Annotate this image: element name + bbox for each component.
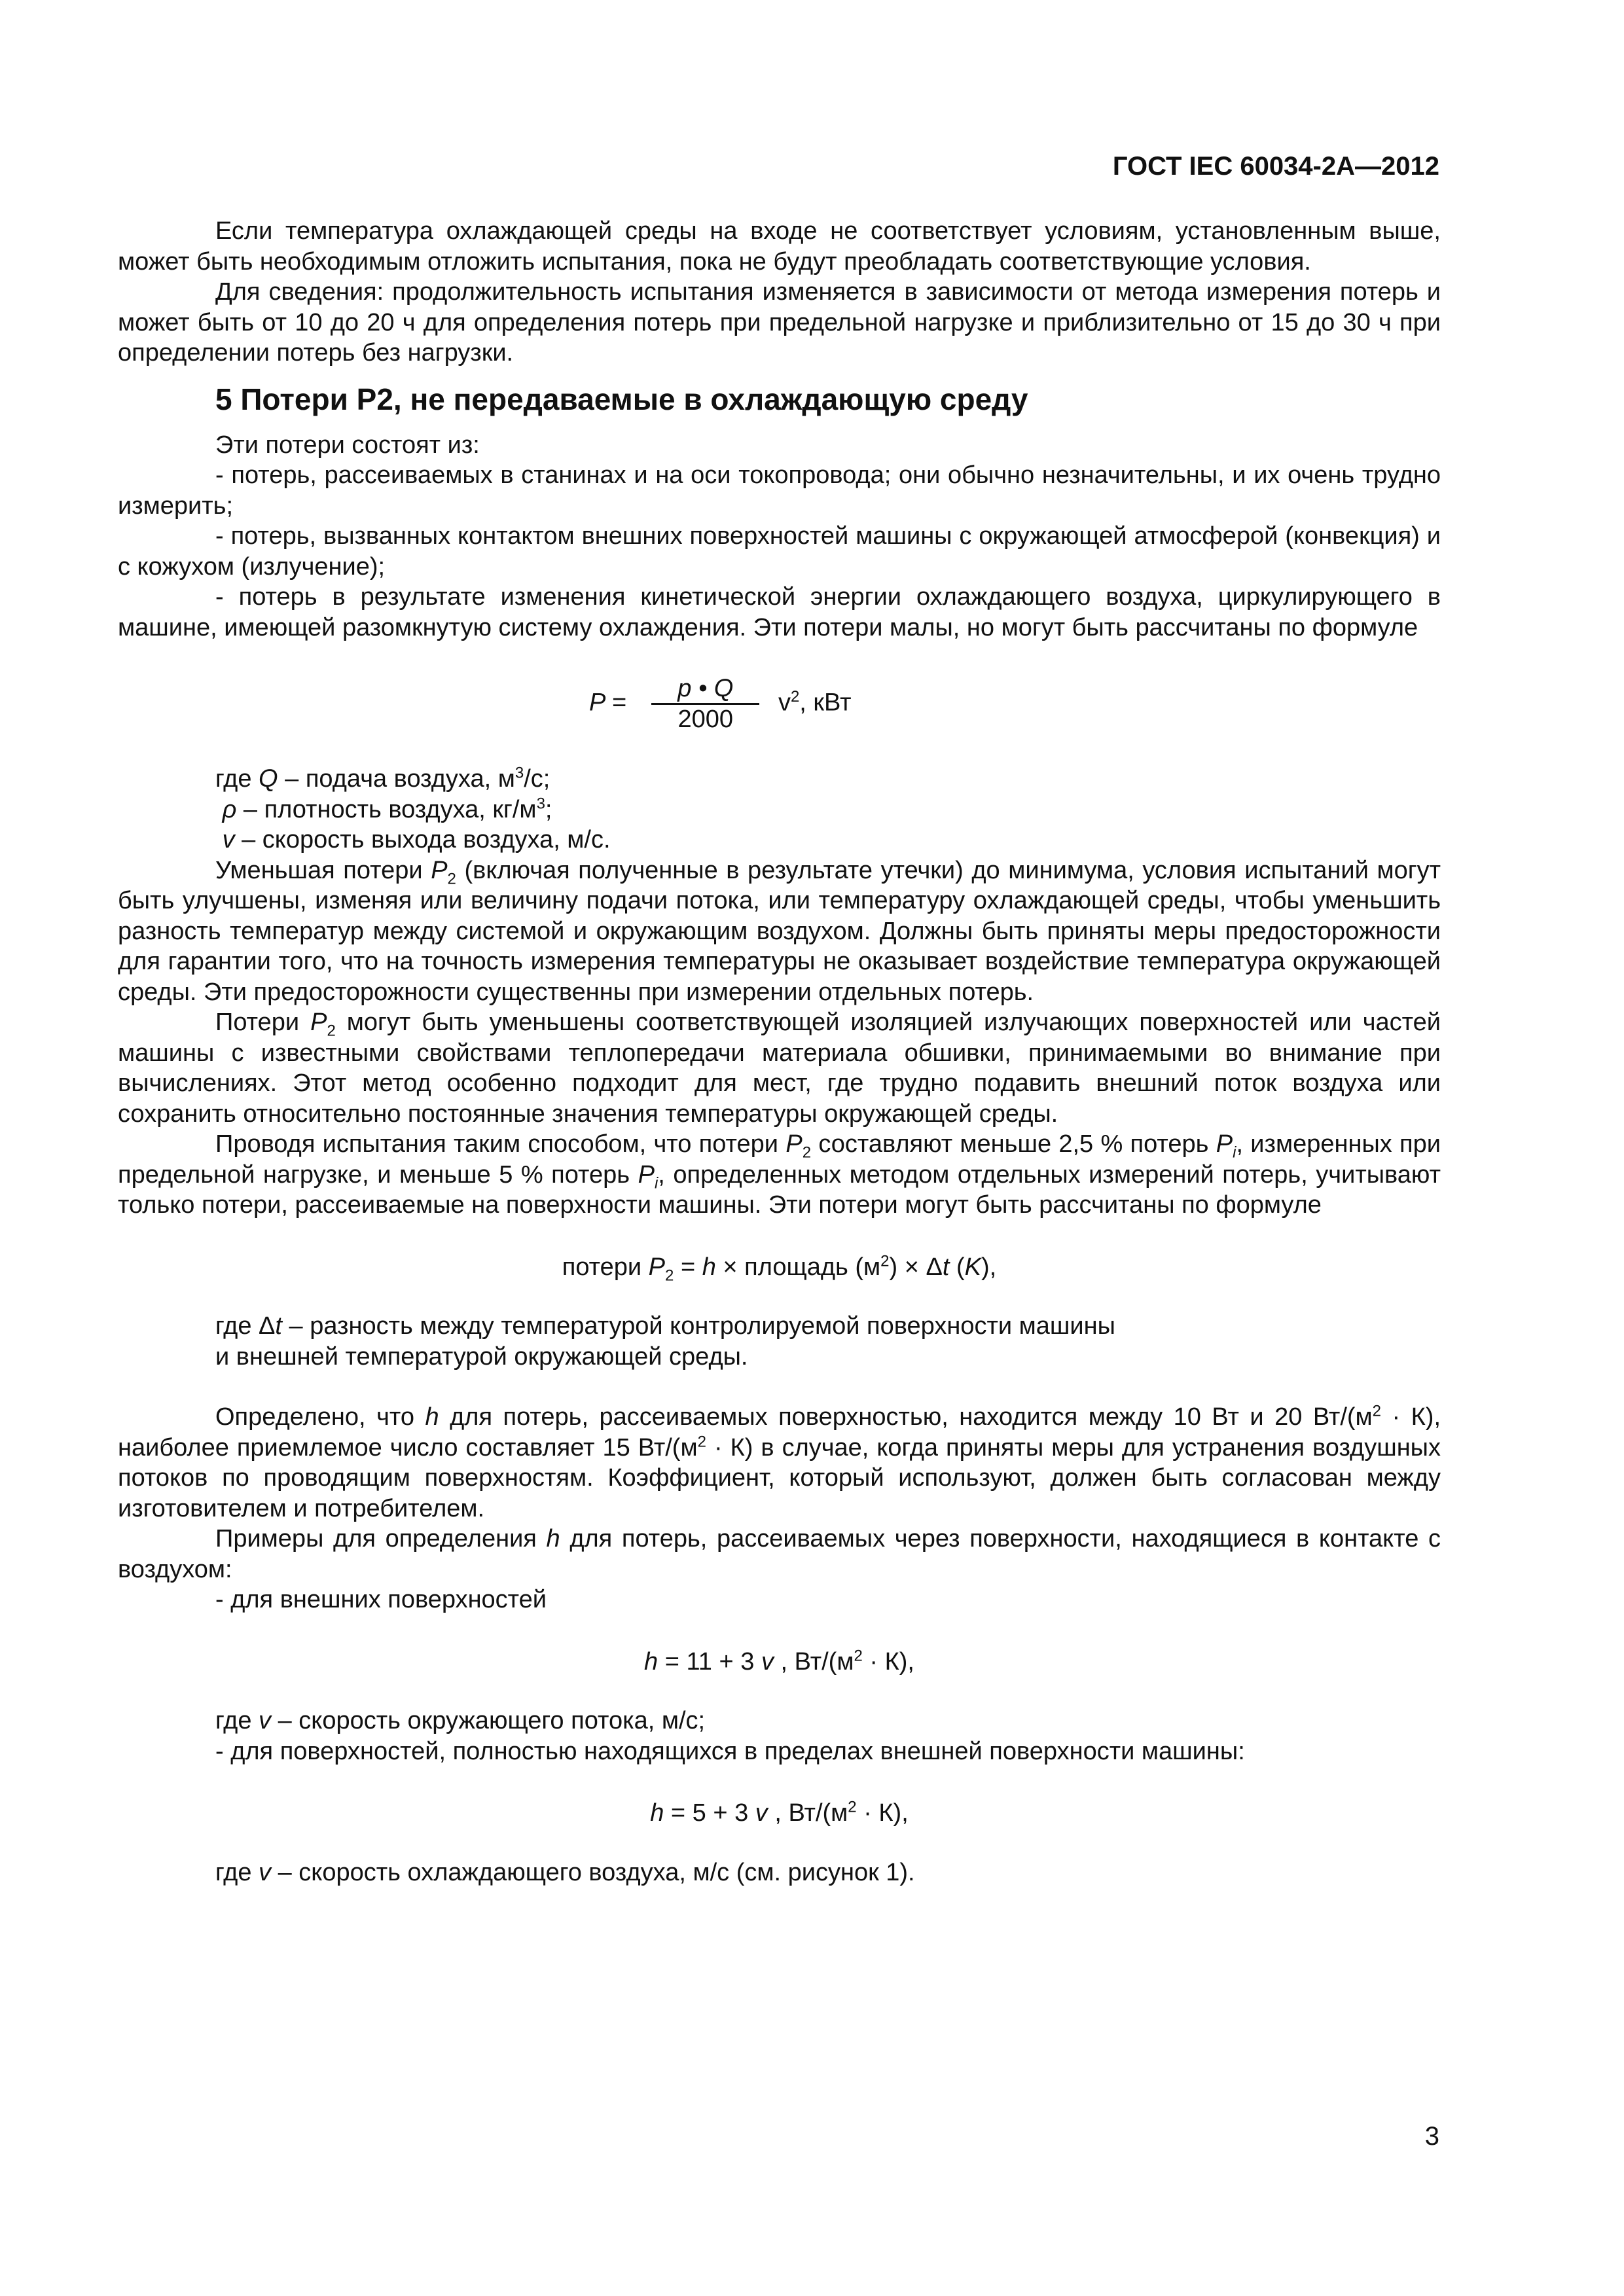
exponent: 2	[790, 687, 800, 706]
page-number: 3	[1424, 2122, 1439, 2151]
where-line: где Q – подача воздуха, $м^3/с$;	[215, 764, 550, 793]
formula-kinetic-loss	[118, 674, 1441, 734]
formula-v: v	[778, 689, 791, 717]
list-item: - потерь, вызванных контактом внешних поверхностей машины с окружающей атмосферой (конвекция) и с кожухом (излучение);	[118, 522, 1441, 581]
where-line: где v – скорость окружающего потока, м/с;	[215, 1707, 706, 1734]
fraction-numerator: p • Q	[651, 674, 759, 705]
where-line: v – скорость выхода воздуха, м/с.	[222, 826, 611, 853]
where-line: где v – скорость охлаждающего воздуха, м/с (см. рисунок 1).	[215, 1858, 915, 1886]
paragraph: Определено, что h для потерь, рассеиваемых поверхностью, находится между 10 Вт и 20 $Вт/(м^2 \cdot К)$, наиболее приемлемое число составляет 15 $Вт/(м^2 \cdot К)$ в случае, когда приняты меры для устранения воздушных потоков по проводящим поверхностям. Коэффициент, который используют, должен быть согласован между изготовителем и потребителем.	[118, 1402, 1441, 1522]
paragraph: Примеры для определения h для потерь, рассеиваемых через поверхности, находящиеся в контакте с воздухом:	[118, 1525, 1441, 1583]
formula-external-h: h = 11 + 3 v , $Вт/(м^2 \cdot К)$,	[644, 1646, 914, 1676]
section-heading: 5 Потери Р2, не передаваемые в охлаждающую среду	[215, 382, 1028, 416]
paragraph: Потери $P_2$ могут быть уменьшены соответствующей изоляцией излучающих поверхностей или частей машины с известными свойствами теплопередачи материала обшивки, принимаемыми во внимание при вычислениях. Этот метод особенно подходит для мест, где трудно подавить внешний поток воздуха или сохранить относительно постоянные значения температуры окружающей среды.	[118, 1009, 1441, 1128]
formula-lhs: P =	[589, 689, 626, 717]
where-line: ρ – плотность воздуха, $кг/м^3$;	[222, 794, 552, 823]
paragraph: Уменьшая потери $P_2$ (включая полученные в результате утечки) до минимума, условия испытаний могут быть улучшены, изменяя или величину подачи потока, или температуру охлаждающей среды, чтобы уменьшить разность температур между системой и окружающим воздухом. Должны быть приняты меры предосторожности для гарантии того, что на точность измерения температуры не оказывает воздействие температура окружающей среды. Эти предосторожности существенны при измерении отдельных потерь.	[118, 856, 1441, 1006]
standard-code-header: ГОСТ IEC 60034-2А—2012	[1112, 152, 1439, 181]
paragraph: Проводя испытания таким способом, что потери $P_2$ составляют меньше 2,5 % потерь $P_i$, измеренных при предельной нагрузке, и меньше 5 % потерь $P_i$, определенных методом отдельных измерений потерь, учитывают только потери, рассеиваемые на поверхности машины. Эти потери могут быть рассчитаны по формуле	[118, 1130, 1441, 1219]
list-item: - потерь в результате изменения кинетической энергии охлаждающего воздуха, циркулирующего в машине, имеющей разомкнутую систему охлаждения. Эти потери малы, но могут быть рассчитаны по формуле	[118, 583, 1441, 641]
formula-internal-h: h = 5 + 3 v , $Вт/(м^2 \cdot К)$,	[650, 1798, 909, 1827]
list-item: - для поверхностей, полностью находящихся в пределах внешней поверхности машины:	[215, 1737, 1245, 1765]
formula-surface-loss: потери $P_2 = h$ × площадь $(м^2) \times \Delta t$ (K),	[562, 1251, 997, 1285]
list-item: - для внешних поверхностей	[215, 1586, 547, 1613]
paragraph: Для сведения: продолжительность испытания изменяется в зависимости от метода измерения потерь и может быть от 10 до 20 ч для определения потерь при предельной нагрузке и приблизительно от 15 до 30 ч при определении потерь без нагрузки.	[118, 278, 1441, 367]
formula-fraction	[651, 674, 759, 734]
where-line: и внешней температурой окружающей среды.	[215, 1342, 748, 1371]
page-content	[118, 216, 1441, 1888]
paragraph: Если температура охлаждающей среды на входе не соответствует условиям, установленным выше, может быть необходимым отложить испытания, пока не будут преобладать соответствующие условия.	[118, 217, 1441, 276]
where-line: где Δt – разность между температурой контролируемой поверхности машины	[215, 1312, 1115, 1340]
list-item: - потерь, рассеиваемых в станинах и на оси токопровода; они обычно незначительны, и их очень трудно измерить;	[118, 461, 1441, 520]
fraction-denominator: 2000	[677, 706, 734, 733]
paragraph: Эти потери состоят из:	[215, 431, 480, 459]
formula-unit: , кВт	[799, 689, 852, 717]
